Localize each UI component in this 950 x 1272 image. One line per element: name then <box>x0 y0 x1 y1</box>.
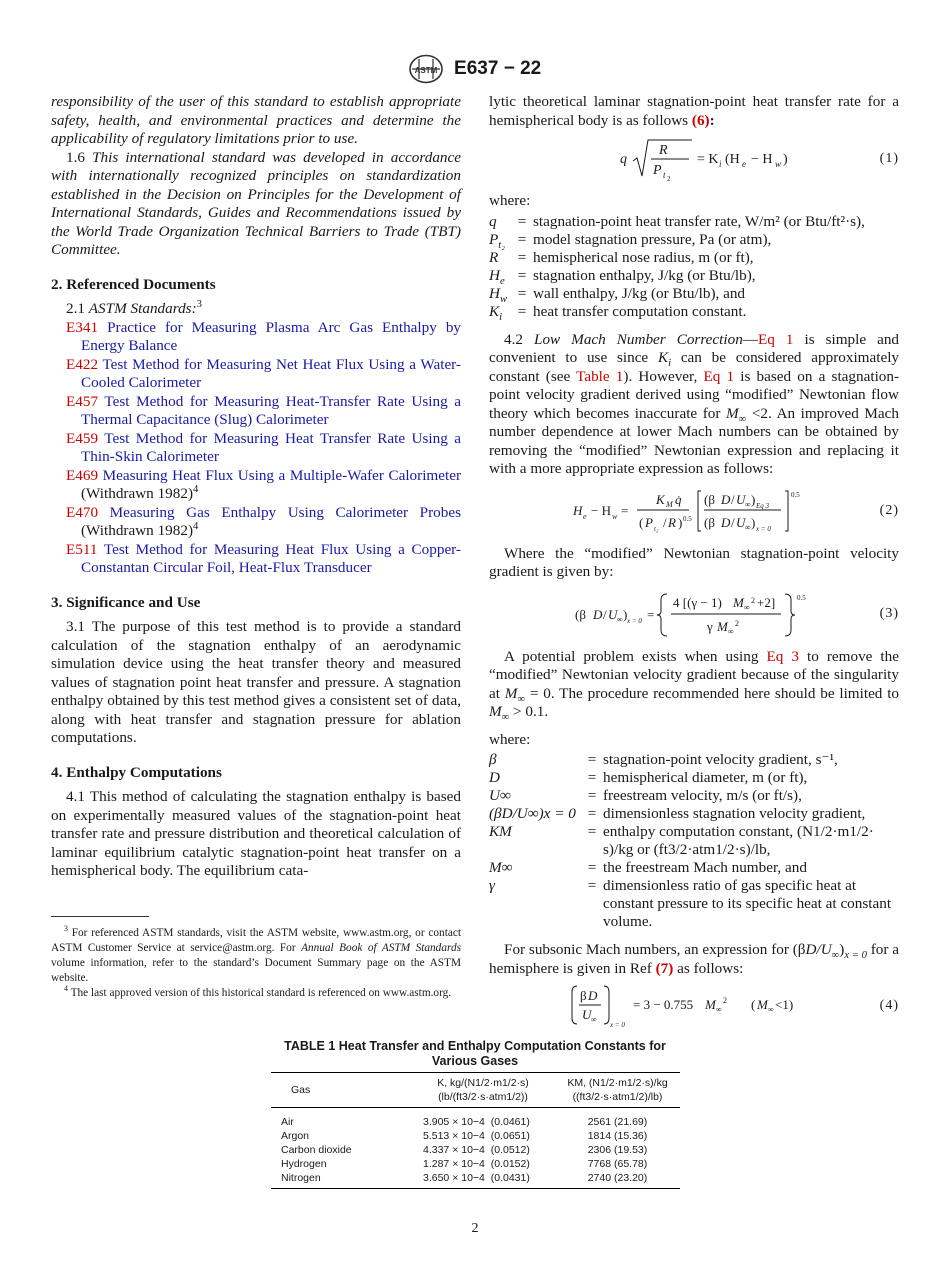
svg-text:∞: ∞ <box>591 1015 597 1024</box>
header-gas: Gas <box>271 1073 411 1108</box>
withdrawn-note: (Withdrawn 1982) <box>81 485 193 502</box>
page-number: 2 <box>471 1221 479 1236</box>
equation-number: (3) <box>879 605 899 621</box>
eq-link[interactable]: Eq 3 <box>766 647 799 665</box>
cell-ki: 4.337 × 10−4 (0.0512) <box>423 1144 530 1156</box>
header-line: KM, (N1/2·m1/2·s)/kg <box>567 1077 668 1089</box>
svg-text:K: K <box>656 491 665 507</box>
problem-paragraph: A potential problem exists when using Eq 3 to remove the “modified” Newtonian velocity gradient because of the singularity at $M_\infty = 0$. The procedure recommended here should be limited to $M_\infty > 0.1$. <box>489 647 900 724</box>
equals-sign: = <box>517 266 527 284</box>
variable-description: hemispherical nose radius, m (or ft), <box>533 248 754 266</box>
equals-sign: = <box>587 805 597 822</box>
para-text: This international standard was developed in accordance with internationally recognized principles on standardization established in the Decision on Principles for the Development of International Standards, Guides and Recommendations issued by the World Trade Organization Technical Barriers to Trade (TBT) Committee. <box>51 148 462 258</box>
svg-text:β: β <box>580 988 587 1003</box>
cell-ki: 3.905 × 10−4 (0.0461) <box>423 1116 530 1128</box>
svg-text:2: 2 <box>723 996 727 1005</box>
intro-paragraph: responsibility of the user of this standard to establish appropriate safety, health, and environmental practices and determine the applicability of regulatory limitations prior to use. <box>51 93 461 147</box>
variable-description: heat transfer computation constant. <box>533 302 747 320</box>
where-label: where: <box>489 192 531 209</box>
variable-symbol: (βD/U∞)x = 0 <box>489 805 576 822</box>
variable-row <box>489 303 899 321</box>
symbol-sub: i <box>668 358 672 370</box>
svg-text:2: 2 <box>735 618 739 628</box>
footnote-ref: 4 <box>193 483 199 495</box>
svg-text:0.5: 0.5 <box>791 490 800 499</box>
paragraph-4-2: 4.2 Low Mach Number Correction—Eq 1 is simple and convenient to use since $K_i$ can be considered approximately constant (see Table 1). However, Eq 1 is based on a stagnation-point velocity gradient derived using “modified” Newtonian flow theory which becomes inaccurate for $M_\infty <2$. An improved Mach number dependence at lower Mach numbers can be obtained by removing the “modified” Newtonian expression and replacing it with a more appropriate expression as follows: <box>489 330 900 477</box>
variable-row <box>489 231 899 249</box>
para-text: ). However, <box>623 367 698 385</box>
para-num: 1.6 <box>66 148 85 166</box>
variable-description: wall enthalpy, J/kg (or Btu/lb), and <box>533 284 746 302</box>
svg-text:q̇: q̇ <box>675 491 682 507</box>
svg-text:=: = <box>621 502 629 518</box>
cell-km: 2306 (19.53) <box>587 1144 648 1156</box>
svg-text:/: / <box>663 514 667 530</box>
footnote-mark: 4 <box>64 984 68 994</box>
equation-number: (2) <box>879 502 899 518</box>
section-3-heading: 3. Significance and Use <box>51 593 201 611</box>
footnote-3 <box>51 926 461 986</box>
cell-km: 1814 (15.36) <box>587 1130 648 1142</box>
equals-sign: = <box>587 859 597 876</box>
footnotes <box>51 926 461 1001</box>
header-km <box>555 1073 680 1108</box>
footnote-text: For referenced ASTM standards, visit the ASTM website, www.astm.org, or contact ASTM Customer Service at service@astm.org. For <box>51 927 461 954</box>
subsonic-paragraph: For subsonic Mach numbers, an expression for $(\beta D/U_\infty)_{x = 0}$ for a hemisphere is given in Ref (7) as follows: <box>489 941 899 977</box>
table-row <box>271 1108 680 1130</box>
para-text: can be considered approximately constant (see <box>489 349 900 385</box>
constants-table <box>271 1072 680 1189</box>
reference-title[interactable]: Test Method for Measuring Heat Flux Using a Copper-Constantan Circular Foil, Heat-Flux Transducer <box>81 540 461 576</box>
svg-text:P: P <box>653 163 662 178</box>
svg-text:): ) <box>751 514 756 530</box>
variable-row <box>489 267 899 285</box>
para-title: Low Mach Number Correction <box>534 330 743 348</box>
svg-text:x = 0: x = 0 <box>627 616 642 625</box>
equals-sign: = <box>587 787 597 804</box>
astm-standards-label: ASTM Standards: <box>88 300 197 317</box>
variable-description: enthalpy computation constant, (N1/2·m1/2· s)/kg or (ft3/2·atm1/2·s)/lb, <box>603 823 874 858</box>
header-line: ((ft3/2·s·atm1/2)/lb) <box>572 1091 663 1103</box>
header-ki <box>411 1073 555 1108</box>
cell-gas: Nitrogen <box>271 1171 411 1189</box>
equals-sign: = <box>587 769 597 786</box>
variable-symbol: R <box>489 248 499 266</box>
equation-4 <box>489 984 899 1028</box>
svg-text:w: w <box>775 159 782 169</box>
reference-item[interactable] <box>51 356 461 393</box>
svg-text:ASTM: ASTM <box>414 66 438 75</box>
svg-text:M: M <box>757 997 768 1012</box>
reference-code[interactable]: E459 <box>66 429 99 447</box>
designation: E637 − 22 <box>454 58 542 79</box>
table-row <box>271 1157 680 1171</box>
cell-km: 2561 (21.69) <box>587 1116 648 1128</box>
svg-text:0.5: 0.5 <box>683 514 692 523</box>
table-title-line: Various Gases <box>431 1054 519 1068</box>
variable-description: stagnation-point velocity gradient, s⁻¹, <box>603 751 838 768</box>
variable-row <box>489 249 899 267</box>
equation-1 <box>489 136 899 182</box>
svg-text:= K: = K <box>697 152 719 167</box>
svg-text:U: U <box>736 514 746 530</box>
variables-table-2 <box>489 751 899 931</box>
svg-text:<1): <1) <box>775 997 794 1012</box>
paragraph-2-1 <box>51 300 461 319</box>
symbol: K <box>657 349 669 366</box>
reference-title[interactable]: Practice for Measuring Plasma Arc Gas Enthalpy by Energy Balance <box>81 318 462 354</box>
svg-text:t: t <box>663 170 666 180</box>
svg-text:4 [(γ − 1): 4 [(γ − 1) <box>673 594 722 610</box>
svg-text:0.5: 0.5 <box>797 593 806 602</box>
reference-code[interactable]: E511 <box>66 540 98 558</box>
svg-text:D: D <box>588 988 598 1003</box>
cell-ki: 1.287 × 10−4 (0.0152) <box>423 1158 530 1170</box>
variable-row <box>489 751 899 769</box>
reference-title[interactable]: Test Method for Measuring Heat-Transfer Rate Using a Thermal Capacitance (Slug) Calorimeter <box>81 392 462 428</box>
svg-text:(: ( <box>639 514 644 530</box>
equation-number: (1) <box>879 150 899 166</box>
svg-text:∞: ∞ <box>745 522 751 532</box>
variables-table-1 <box>489 213 899 321</box>
para-text: to remove the “modified” Newtonian velocity gradient because of the singularity at <box>489 647 899 702</box>
eq-link[interactable]: Eq 1 <box>703 367 735 385</box>
variable-symbol: $P_{t_2}$ <box>489 230 505 251</box>
svg-text:e: e <box>742 159 746 169</box>
svg-text:M: M <box>666 499 673 509</box>
para-num: 2.1 <box>66 300 85 317</box>
para-text: is simple and convenient to use since <box>489 330 900 366</box>
para-text: <2. An improved Mach number dependence at lower Mach numbers can be obtained by removing the “modified” Newtonian expression and replacing it with a more appropriate expression as follows: <box>489 404 900 477</box>
footnote-rule <box>51 916 149 917</box>
svg-text:e: e <box>583 511 587 521</box>
right-column <box>489 93 899 1028</box>
variable-symbol: $H_e$ <box>489 266 505 287</box>
svg-text:∞: ∞ <box>617 614 623 624</box>
cell-ki: 3.650 × 10−4 (0.0431) <box>411 1171 555 1189</box>
footnote-ref: 3 <box>196 298 202 310</box>
svg-text:): ) <box>678 514 683 530</box>
equation-3 <box>489 590 899 638</box>
footnote-text: volume information, refer to the standard’s Document Summary page on the ASTM website. <box>51 957 461 984</box>
svg-text:w: w <box>612 511 618 521</box>
variable-symbol: β <box>489 751 497 768</box>
symbol-sub: x = 0 <box>844 950 867 962</box>
footnote-italic: Annual Book of ASTM Standards <box>301 942 461 954</box>
table-title <box>0 1039 950 1069</box>
svg-text:∞: ∞ <box>768 1005 774 1014</box>
svg-text:U: U <box>736 491 746 507</box>
svg-text:+2]: +2] <box>757 594 776 610</box>
equation-3-formula <box>575 590 875 638</box>
ref-link[interactable]: (6) <box>691 111 710 129</box>
variable-row <box>489 859 899 877</box>
table-row <box>271 1143 680 1157</box>
svg-text:x = 0: x = 0 <box>756 524 771 533</box>
svg-text:x = 0: x = 0 <box>610 1021 625 1028</box>
reference-list <box>51 319 461 578</box>
equals-sign: = <box>587 823 597 840</box>
svg-text:): ) <box>623 606 628 622</box>
withdrawn-note: (Withdrawn 1982) <box>81 522 193 539</box>
cell-km: 7768 (65.78) <box>587 1158 648 1170</box>
variable-description: freestream velocity, m/s (or ft/s), <box>603 787 802 804</box>
svg-text:): ) <box>751 491 756 507</box>
footnote-text: The last approved version of this historical standard is referenced on www.astm.org. <box>70 987 452 999</box>
variable-symbol: KM <box>489 823 512 840</box>
cell-ki: 5.513 × 10−4 (0.0651) <box>423 1130 530 1142</box>
svg-text:D: D <box>721 514 731 530</box>
reference-item[interactable] <box>51 504 461 541</box>
para-text: for a hemisphere is given in Ref <box>489 941 899 977</box>
cell-gas: Carbon dioxide <box>281 1144 352 1156</box>
ref-link[interactable]: (7) <box>655 959 674 977</box>
svg-text:2: 2 <box>667 175 671 182</box>
reference-title[interactable]: Test Method for Measuring Net Heat Flux Using a Water-Cooled Calorimeter <box>81 355 461 391</box>
para-text: For subsonic Mach numbers, an expression for (β <box>504 941 806 958</box>
svg-text:/: / <box>603 606 607 622</box>
svg-text:(β: (β <box>704 514 715 530</box>
svg-text:t₂: t₂ <box>654 524 659 533</box>
variable-symbol: $H_w$ <box>489 284 508 305</box>
svg-text:− H: − H <box>591 502 611 518</box>
equation-2 <box>489 487 899 535</box>
variable-description: dimensionless stagnation velocity gradient, <box>603 805 866 822</box>
variable-symbol: M∞ <box>489 859 513 876</box>
para-text: lytic theoretical laminar stagnation-point heat transfer rate for a hemispherical body is as follows <box>489 93 899 129</box>
symbol: M <box>726 404 739 422</box>
svg-text:(: ( <box>751 997 756 1012</box>
svg-text:P: P <box>645 514 653 530</box>
equals-sign: = <box>587 877 597 894</box>
svg-text:= 3 − 0.755: = 3 − 0.755 <box>633 997 694 1012</box>
para-text: ) <box>839 941 845 958</box>
variable-row <box>489 285 899 303</box>
svg-text:(β: (β <box>704 491 715 507</box>
paragraph-4-1: 4.1 This method of calculating the stagnation enthalpy is based on experimentally measured values of the stagnation-point heat transfer rate and pressure distribution and theoretical calculation of laminar equilibrium catalytic stagnation-point heat transfer on a hemispherical body. The equilibrium cata- <box>51 788 461 879</box>
eq-link[interactable]: Eq 1 <box>757 330 794 348</box>
reference-title[interactable]: Measuring Heat Flux Using a Multiple-Wafer Calorimeter <box>102 466 461 484</box>
variable-symbol: D <box>489 769 500 786</box>
equals-sign: = <box>517 230 527 248</box>
para-text: A potential problem exists when using <box>504 647 759 665</box>
svg-text:R: R <box>668 514 676 530</box>
svg-text:− H: − H <box>751 152 773 167</box>
section-4-heading: 4. Enthalpy Computations <box>51 763 222 781</box>
variable-symbol: q <box>489 212 497 230</box>
reference-code[interactable]: E470 <box>66 503 99 521</box>
cell-gas: Air <box>281 1116 294 1128</box>
variable-row <box>489 787 899 805</box>
variable-row <box>489 823 899 859</box>
reference-code[interactable]: E469 <box>66 466 99 484</box>
colon: : <box>709 111 715 129</box>
variable-row <box>489 877 899 931</box>
reference-title[interactable]: Measuring Gas Enthalpy Using Calorimeter Probes <box>109 503 461 521</box>
table-row <box>271 1129 680 1143</box>
cell-gas: Hydrogen <box>281 1158 327 1170</box>
svg-text:H: H <box>573 502 583 518</box>
variable-description: dimensionless ratio of gas specific heat at constant pressure to its specific heat at constant volume. <box>603 877 892 930</box>
svg-text:/: / <box>731 491 735 507</box>
svg-text:q: q <box>620 152 627 167</box>
svg-text:U: U <box>608 606 618 622</box>
paragraph-3-1: 3.1 The purpose of this test method is to provide a standard calculation of the stagnation enthalpy of an aerodynamic simulation device using the heat transfer theory and measured values of stagnation point heat transfer and pressure. A stagnation enthalpy obtained by this test method gives a consistent set of data, along with heat transfer and stagnation pressure for ablation computations. <box>51 618 461 746</box>
footnote-ref: 4 <box>193 520 199 532</box>
equals-sign: = <box>517 302 527 320</box>
variable-description: stagnation-point heat transfer rate, W/m² (or Btu/ft²·s), <box>533 212 865 230</box>
footnote-4 <box>51 986 461 1001</box>
para-text: as follows: <box>677 959 744 977</box>
equals-sign: = <box>587 751 597 768</box>
table-header-row <box>271 1073 680 1108</box>
reference-item[interactable] <box>51 467 461 504</box>
equation-number: (4) <box>879 997 899 1013</box>
reference-title[interactable]: Test Method for Measuring Heat Transfer Rate Using a Thin-Skin Calorimeter <box>81 429 461 465</box>
paragraph-1-6 <box>51 149 461 260</box>
table-title-line: TABLE 1 Heat Transfer and Enthalpy Computation Constants for <box>284 1039 666 1053</box>
svg-text:2: 2 <box>751 595 755 605</box>
astm-logo-icon <box>409 54 443 84</box>
reference-code[interactable]: E341 <box>66 318 99 336</box>
variable-symbol: U∞ <box>489 787 511 804</box>
table-row <box>271 1171 680 1189</box>
variable-symbol: γ <box>489 877 495 894</box>
equals-sign: = <box>517 284 527 302</box>
header-line: K, kg/(N1/2·m1/2·s) <box>437 1077 529 1089</box>
variable-symbol: $K_i$ <box>489 302 503 323</box>
svg-text:(β: (β <box>575 606 586 622</box>
header-line: (lb/(ft3/2·s·atm1/2)) <box>438 1091 528 1103</box>
svg-text:∞: ∞ <box>745 499 751 509</box>
left-column <box>51 93 461 881</box>
footnote-mark: 3 <box>64 924 68 934</box>
where-modified-paragraph: Where the “modified” Newtonian stagnation-point velocity gradient is given by: <box>489 544 899 580</box>
variable-description: stagnation enthalpy, J/kg (or Btu/lb), <box>533 266 756 284</box>
variable-description: the freestream Mach number, and <box>603 859 807 876</box>
variable-row <box>489 805 899 823</box>
svg-text:γ: γ <box>707 618 713 634</box>
svg-text:R: R <box>659 143 668 158</box>
svg-text:D: D <box>721 491 731 507</box>
svg-text:(H: (H <box>725 152 740 167</box>
svg-text:/: / <box>731 514 735 530</box>
variable-row <box>489 213 899 231</box>
reference-item[interactable] <box>51 393 461 430</box>
equation-2-formula <box>571 487 911 535</box>
para-text: = 0. The procedure recommended here should be limited to <box>529 684 900 702</box>
where-label: where: <box>489 730 531 748</box>
svg-text:i: i <box>719 159 722 169</box>
equals-sign: = <box>517 248 527 266</box>
reference-item[interactable] <box>51 541 461 578</box>
symbol-sub: ∞ <box>738 413 747 425</box>
symbol: D/U <box>805 941 832 958</box>
section-2-heading: 2. Referenced Documents <box>51 275 216 293</box>
reference-code[interactable]: E422 <box>66 355 99 373</box>
svg-text:M: M <box>733 594 744 610</box>
table-link[interactable]: Table 1 <box>576 367 624 385</box>
para-text: > 0.1. <box>513 703 549 720</box>
svg-text:): ) <box>783 152 788 167</box>
para-num: 4.2 <box>504 330 523 348</box>
svg-text:∞: ∞ <box>716 1005 722 1014</box>
svg-text:M: M <box>705 997 716 1012</box>
svg-text:=: = <box>647 606 655 622</box>
svg-text:∞: ∞ <box>744 602 750 612</box>
svg-text:D: D <box>593 606 603 622</box>
variable-description: model stagnation pressure, Pa (or atm), <box>533 230 772 248</box>
reference-code[interactable]: E457 <box>66 392 99 410</box>
equals-sign: = <box>517 212 527 230</box>
svg-text:Eq 3: Eq 3 <box>756 501 770 510</box>
reference-item[interactable] <box>51 430 461 467</box>
variable-description: hemispherical diameter, m (or ft), <box>603 769 808 786</box>
page-header <box>0 54 950 84</box>
svg-text:M: M <box>717 618 728 634</box>
equation-1-formula <box>617 136 917 182</box>
equation-4-formula <box>571 984 871 1028</box>
continued-paragraph <box>489 93 899 130</box>
cell-km: 2740 (23.20) <box>555 1171 680 1189</box>
reference-item[interactable] <box>51 319 461 356</box>
variable-row <box>489 769 899 787</box>
cell-gas: Argon <box>281 1130 310 1142</box>
svg-text:∞: ∞ <box>728 626 734 636</box>
svg-text:U: U <box>582 1007 592 1022</box>
para-text: is based on a stagnation-point velocity gradient derived using “modified” Newtonian flow theory which becomes inaccurate for <box>489 367 900 422</box>
